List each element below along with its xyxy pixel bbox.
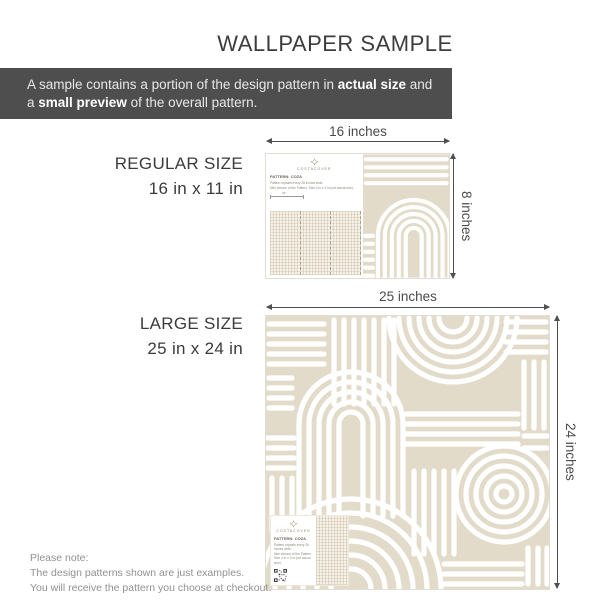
large-sample-card <box>265 315 550 590</box>
panel-divider-dashed <box>300 211 301 275</box>
regular-width-arrow <box>267 141 449 142</box>
large-width-arrow <box>267 307 549 308</box>
footer-note <box>30 551 271 597</box>
brand-logo-icon <box>288 520 299 528</box>
brand-name: COSTACOVER <box>297 167 332 171</box>
note-heading: Please note: <box>30 552 89 564</box>
panel-divider-dashed <box>330 211 331 275</box>
pattern-desc-line1: Pattern repeats every 26 inches wide. <box>270 180 324 185</box>
regular-sample-card <box>265 153 450 279</box>
pattern-name: PATTERN: COZA <box>274 536 307 541</box>
large-height-arrow <box>557 316 558 588</box>
pattern-desc-line2: Mini version of the Pattern. Size 4 in x 3 in (not actual size). <box>274 552 312 565</box>
qr-code <box>274 569 287 582</box>
banner-bold-small-preview: small preview <box>38 94 127 110</box>
regular-size-dimensions: 16 in x 11 in <box>148 179 243 198</box>
brand-name: COSTACOVER <box>276 529 311 533</box>
page-title: WALLPAPER SAMPLE <box>217 31 453 56</box>
note-line1: The design patterns shown are just examples. <box>30 567 245 580</box>
info-banner <box>0 68 452 119</box>
regular-height-arrow <box>453 154 454 278</box>
large-height-label: 24 inches <box>563 423 578 481</box>
repeat-ruler <box>270 190 304 197</box>
repeat-ruler-label: 26″ <box>282 190 287 195</box>
large-label-panel <box>271 516 316 585</box>
banner-text: A sample contains a portion of the design pattern in actual size and a small preview of the overall pattern. <box>27 77 433 110</box>
brand-logo <box>274 520 313 533</box>
regular-width-label: 16 inches <box>329 124 387 139</box>
large-sample-label-card <box>270 515 349 586</box>
brand-logo <box>270 158 359 171</box>
brand-logo-icon <box>309 158 320 166</box>
regular-actual-size-pattern <box>363 154 450 278</box>
pattern-name: PATTERN: COZA <box>270 174 303 179</box>
banner-bold-actual-size: actual size <box>337 77 406 92</box>
regular-size-label <box>13 151 243 201</box>
large-width-label: 25 inches <box>379 289 437 304</box>
large-size-dimensions: 25 in x 24 in <box>147 339 243 358</box>
note-line2: You will receive the pattern you choose at checkout. <box>30 582 272 595</box>
pattern-desc-line2: Mini version of the Pattern. Size 4 in x 3 in (not actual size). <box>270 186 354 191</box>
regular-sample-label-panel <box>266 154 363 278</box>
pattern-mini-preview <box>316 516 348 585</box>
large-size-label <box>13 311 243 361</box>
panel-divider-dashed <box>360 211 361 275</box>
pattern-mini-preview <box>270 211 361 275</box>
regular-height-label: 8 inches <box>459 190 474 242</box>
pattern-desc-line1: Pattern repeats every 26 inches wide. <box>274 542 309 551</box>
regular-size-name: REGULAR SIZE <box>114 154 243 173</box>
large-size-name: LARGE SIZE <box>139 314 243 333</box>
